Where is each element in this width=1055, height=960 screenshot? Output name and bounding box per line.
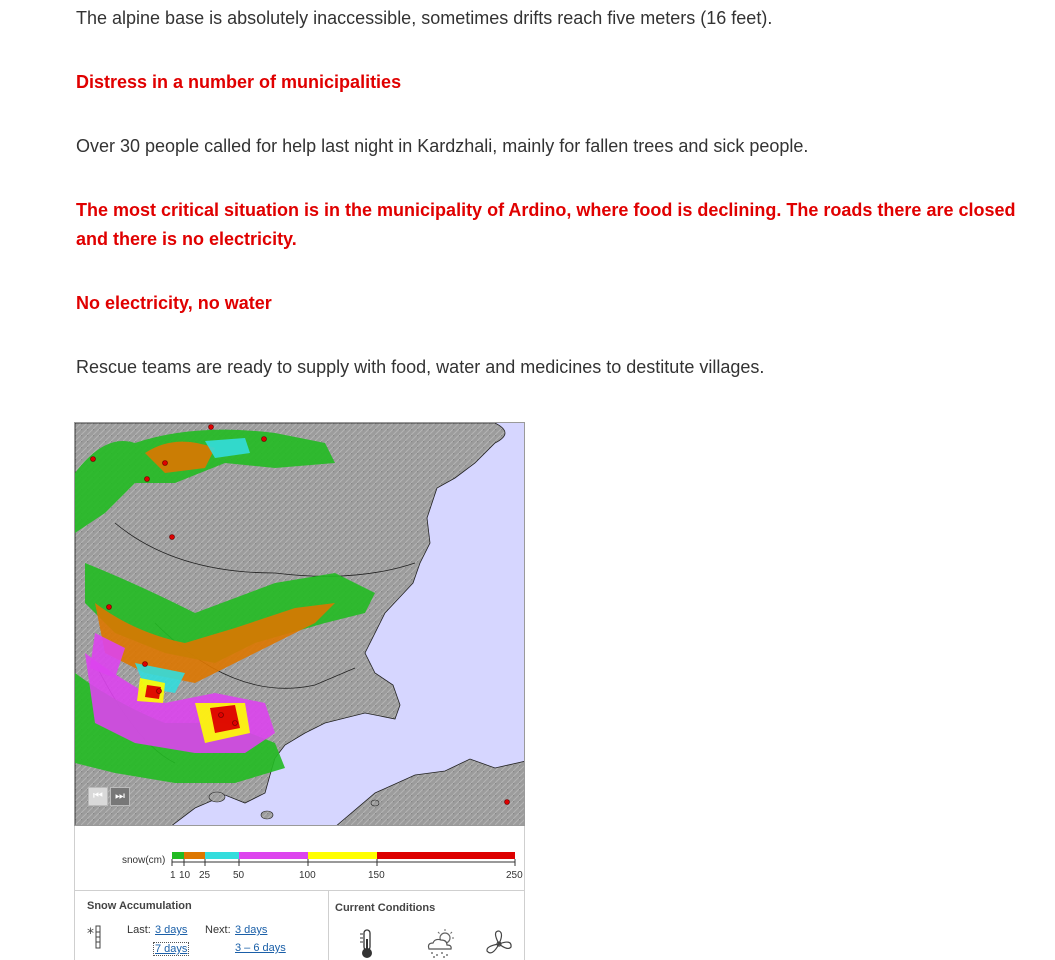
island [209,792,225,802]
city-marker [170,535,175,540]
snow-gauge-icon [87,924,101,950]
next-3-days-link[interactable]: 3 days [235,924,268,936]
next-label: Next: [205,924,231,936]
city-marker [219,713,224,718]
legend-scale [75,826,525,890]
island [261,811,273,819]
legend-swatch-6 [377,852,515,859]
last-7-days-link[interactable]: 7 days [155,943,188,955]
city-marker [91,457,96,462]
snow-patch [210,705,240,733]
snow-legend [74,826,525,890]
island [371,800,379,806]
article-paragraph: Over 30 people called for help last night in Kardzhali, mainly for fallen trees and sick people. [76,136,809,156]
current-conditions-panel [329,890,525,960]
legend-swatch-2 [184,852,205,859]
legend-tick-label: 25 [199,870,211,881]
legend-tick-label: 50 [233,870,245,881]
legend-swatch-5 [308,852,377,859]
city-marker [107,605,112,610]
snow-map[interactable] [74,422,525,826]
previous-frame-button[interactable]: ⏮ [88,787,108,806]
snow-map-widget [74,422,525,960]
city-marker [262,437,267,442]
cloud-sun-snow-icon[interactable] [425,929,457,959]
svg-text:*: * [87,926,94,942]
article-subheading: Distress in a number of municipalities [76,72,402,92]
last-3-days-link[interactable]: 3 days [155,924,188,936]
article-paragraph: The alpine base is absolutely inaccessible, sometimes drifts reach five meters (16 feet). [76,8,773,28]
current-conditions-title: Current Conditions [335,902,436,914]
article-highlight: The most critical situation is in the municipality of Ardino, where food is declining. The roads there are closed and there is no electricity. [76,200,1016,249]
snow-accumulation-title: Snow Accumulation [87,900,192,912]
legend-swatch-1 [172,852,184,859]
legend-tick-label: 150 [368,870,385,881]
article-subheading: No electricity, no water [76,293,272,313]
next-frame-button[interactable]: ⏭ [110,787,130,806]
city-marker [145,477,150,482]
city-marker [143,662,148,667]
legend-unit-label: snow(cm) [122,855,166,866]
city-marker [233,721,238,726]
thermometer-icon[interactable] [359,929,375,959]
next-3-6-days-link[interactable]: 3 – 6 days [235,942,286,954]
legend-tick-label: 100 [299,870,316,881]
legend-tick-label: 1 [170,870,176,881]
legend-tick-label: 250 [506,870,523,881]
city-marker [505,800,510,805]
wind-fan-icon[interactable] [484,929,514,959]
article-paragraph: Rescue teams are ready to supply with food, water and medicines to destitute villages. [76,357,765,377]
animation-controls [88,787,130,806]
legend-tick-label: 10 [179,870,191,881]
snow-accumulation-panel [74,890,329,960]
city-marker [163,461,168,466]
last-label: Last: [127,924,151,936]
snow-map-image [75,423,525,826]
legend-swatch-3 [205,852,239,859]
city-marker [157,689,162,694]
legend-swatch-4 [239,852,308,859]
city-marker [209,425,214,430]
